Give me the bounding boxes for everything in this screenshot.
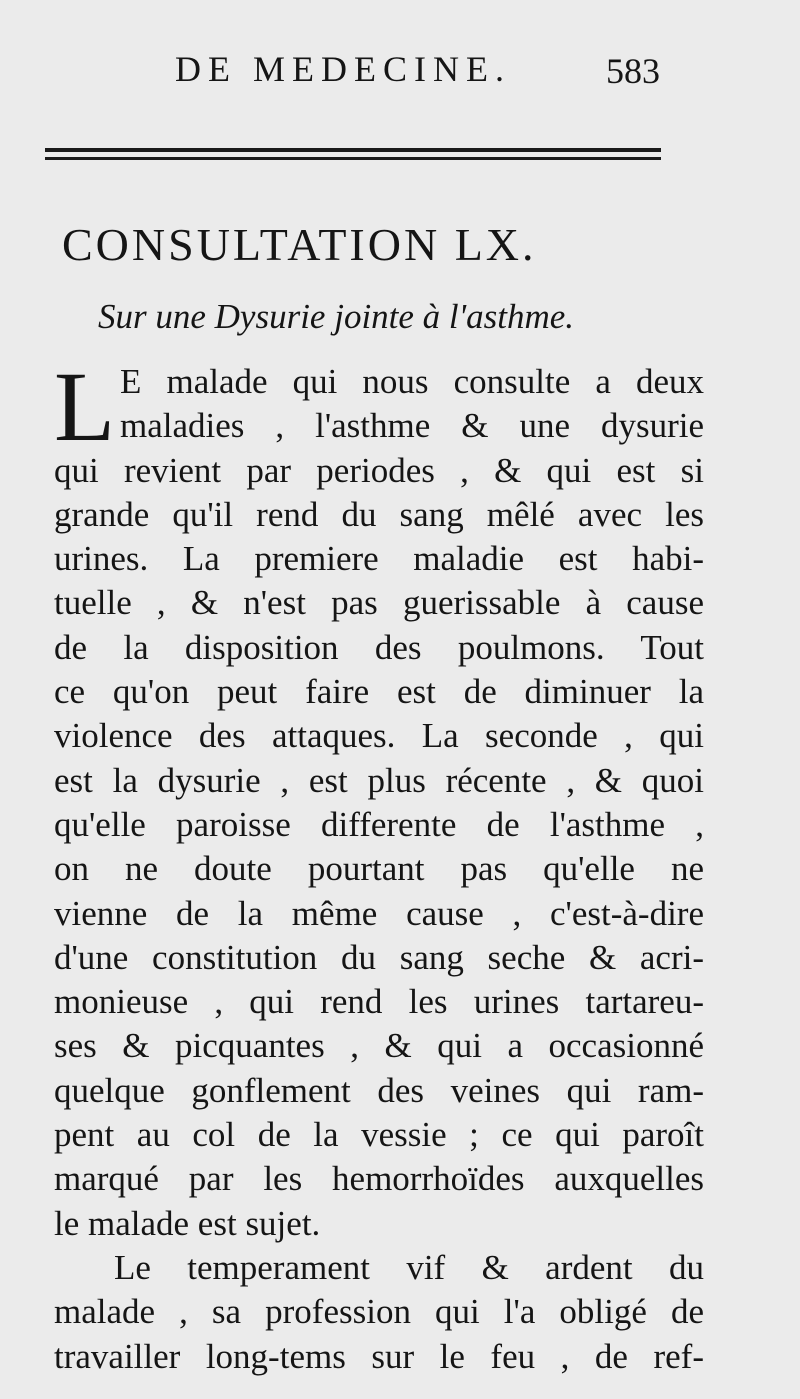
text-line: ce qu'on peut faire est de diminuer la xyxy=(54,672,704,712)
text-line: qu'elle paroisse differente de l'asthme , xyxy=(54,804,704,844)
text-line: tuelle , & n'est pas guerissable à cause xyxy=(54,583,704,623)
text-line: monieuse , qui rend les urines tartareu- xyxy=(54,982,704,1022)
text-line: malade , sa profession qui l'a obligé de xyxy=(54,1292,704,1332)
page-header xyxy=(0,48,800,98)
page-number: 583 xyxy=(606,51,660,91)
section-subtitle: Sur une Dysurie jointe à l'asthme. xyxy=(98,297,575,336)
text-line: le malade est sujet. xyxy=(54,1203,321,1243)
text-line: pent au col de la vessie ; ce qui paroît xyxy=(54,1115,704,1155)
text-line: Le temperament vif & ardent du xyxy=(114,1247,704,1287)
text-line: maladies , l'asthme & une dysurie xyxy=(120,406,704,446)
text-line: est la dysurie , est plus récente , & quoi xyxy=(54,760,704,800)
text-line: urines. La premiere maladie est habi- xyxy=(54,539,704,579)
running-head: DE MEDECINE. xyxy=(175,49,511,89)
text-line: vienne de la même cause , c'est-à-dire xyxy=(54,893,704,933)
text-line: E malade qui nous consulte a deux xyxy=(120,362,704,401)
text-line: de la disposition des poulmons. Tout xyxy=(54,627,704,667)
text-line: grande qu'il rend du sang mêlé avec les xyxy=(54,494,704,534)
header-rule xyxy=(45,148,661,160)
text-line: on ne doute pourtant pas qu'elle ne xyxy=(54,849,704,889)
body-text xyxy=(54,351,704,1379)
text-line: travailler long-tems sur le feu , de ref- xyxy=(54,1336,704,1376)
text-line: ses & picquantes , & qui a occasionné xyxy=(54,1026,704,1066)
drop-cap: L xyxy=(54,351,116,462)
section-title: CONSULTATION LX. xyxy=(62,219,537,270)
text-line: violence des attaques. La seconde , qui xyxy=(54,716,704,756)
text-line: marqué par les hemorrhoïdes auxquelles xyxy=(54,1159,704,1199)
text-line: d'une constitution du sang seche & acri- xyxy=(54,937,704,977)
text-line: quelque gonflement des veines qui ram- xyxy=(54,1070,704,1110)
text-line: qui revient par periodes , & qui est si xyxy=(54,450,704,490)
